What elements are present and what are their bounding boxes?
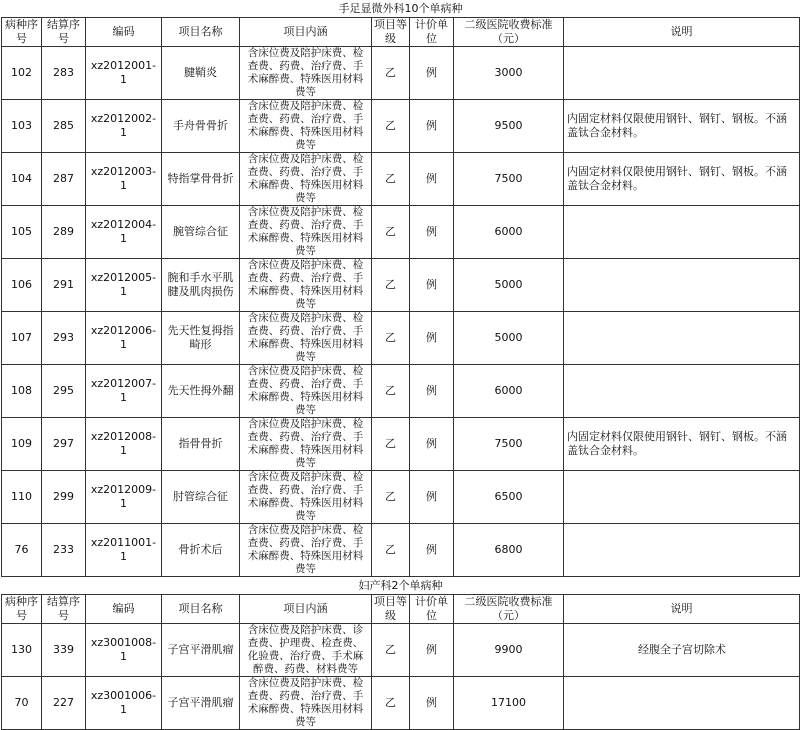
cell-item-name: 先天性拇外翻 bbox=[162, 365, 240, 418]
cell-item-name: 子宫平滑肌瘤 bbox=[162, 677, 240, 730]
cell-item-content: 含床位费及陪护床费、检查费、药费、治疗费、手术麻醉费、特殊医用材料费等 bbox=[240, 153, 372, 206]
cell-settle-no: 297 bbox=[42, 418, 86, 471]
cell-fee: 5000 bbox=[454, 259, 564, 312]
header-unit: 计价单位 bbox=[410, 18, 454, 47]
table-row bbox=[2, 677, 800, 730]
cell-item-grade: 乙 bbox=[372, 471, 410, 524]
cell-item-name: 特指掌骨骨折 bbox=[162, 153, 240, 206]
header-fee: 二级医院收费标准（元） bbox=[454, 18, 564, 47]
cell-code: xz2012002-1 bbox=[86, 100, 162, 153]
cell-fee: 6500 bbox=[454, 471, 564, 524]
cell-note bbox=[564, 259, 800, 312]
cell-disease-no: 105 bbox=[2, 206, 42, 259]
header-disease-no: 病种序号 bbox=[2, 18, 42, 47]
cell-unit: 例 bbox=[410, 153, 454, 206]
cell-disease-no: 76 bbox=[2, 524, 42, 577]
cell-disease-no: 108 bbox=[2, 365, 42, 418]
cell-note: 内固定材料仅限使用钢针、钢钉、钢板。不涵盖钛合金材料。 bbox=[564, 153, 800, 206]
cell-code: xz2012008-1 bbox=[86, 418, 162, 471]
cell-code: xz2012007-1 bbox=[86, 365, 162, 418]
cell-code: xz2011001-1 bbox=[86, 524, 162, 577]
cell-unit: 例 bbox=[410, 47, 454, 100]
cell-item-content: 含床位费及陪护床费、检查费、药费、治疗费、手术麻醉费、特殊医用材料费等 bbox=[240, 259, 372, 312]
cell-item-content: 含床位费及陪护床费、诊查费、护理费、检查费、化验费、治疗费、手术麻醉费、药费、材料费等 bbox=[240, 624, 372, 677]
cell-settle-no: 287 bbox=[42, 153, 86, 206]
cell-disease-no: 130 bbox=[2, 624, 42, 677]
cell-item-name: 子宫平滑肌瘤 bbox=[162, 624, 240, 677]
table-row bbox=[2, 259, 800, 312]
cell-note bbox=[564, 365, 800, 418]
cell-disease-no: 104 bbox=[2, 153, 42, 206]
table-row bbox=[2, 206, 800, 259]
cell-disease-no: 110 bbox=[2, 471, 42, 524]
cell-item-content: 含床位费及陪护床费、检查费、药费、治疗费、手术麻醉费、特殊医用材料费等 bbox=[240, 365, 372, 418]
header-unit: 计价单位 bbox=[410, 595, 454, 624]
cell-fee: 6000 bbox=[454, 365, 564, 418]
section2-header-row bbox=[2, 595, 800, 624]
cell-note bbox=[564, 677, 800, 730]
cell-fee: 9500 bbox=[454, 100, 564, 153]
cell-note bbox=[564, 206, 800, 259]
cell-unit: 例 bbox=[410, 100, 454, 153]
cell-item-grade: 乙 bbox=[372, 418, 410, 471]
cell-code: xz2012001-1 bbox=[86, 47, 162, 100]
cell-item-grade: 乙 bbox=[372, 259, 410, 312]
cell-item-name: 指骨骨折 bbox=[162, 418, 240, 471]
table-row bbox=[2, 47, 800, 100]
cell-note bbox=[564, 524, 800, 577]
cell-settle-no: 295 bbox=[42, 365, 86, 418]
cell-item-grade: 乙 bbox=[372, 100, 410, 153]
table-row bbox=[2, 312, 800, 365]
header-item-name: 项目名称 bbox=[162, 18, 240, 47]
cell-settle-no: 285 bbox=[42, 100, 86, 153]
cell-unit: 例 bbox=[410, 206, 454, 259]
cell-disease-no: 106 bbox=[2, 259, 42, 312]
table-row bbox=[2, 524, 800, 577]
cell-item-grade: 乙 bbox=[372, 312, 410, 365]
cell-item-content: 含床位费及陪护床费、检查费、药费、治疗费、手术麻醉费、特殊医用材料费等 bbox=[240, 677, 372, 730]
cell-fee: 6800 bbox=[454, 524, 564, 577]
cell-unit: 例 bbox=[410, 677, 454, 730]
header-item-grade: 项目等级 bbox=[372, 595, 410, 624]
section1-header-row bbox=[2, 18, 800, 47]
header-note: 说明 bbox=[564, 18, 800, 47]
cell-item-grade: 乙 bbox=[372, 524, 410, 577]
cell-item-grade: 乙 bbox=[372, 365, 410, 418]
cell-settle-no: 283 bbox=[42, 47, 86, 100]
cell-unit: 例 bbox=[410, 524, 454, 577]
cell-code: xz2012003-1 bbox=[86, 153, 162, 206]
cell-unit: 例 bbox=[410, 259, 454, 312]
cell-item-name: 手舟骨骨折 bbox=[162, 100, 240, 153]
cell-unit: 例 bbox=[410, 471, 454, 524]
section2-title: 妇产科2个单病种 bbox=[2, 577, 800, 595]
table-row bbox=[2, 100, 800, 153]
cell-unit: 例 bbox=[410, 312, 454, 365]
header-item-content: 项目内涵 bbox=[240, 18, 372, 47]
cell-item-content: 含床位费及陪护床费、检查费、药费、治疗费、手术麻醉费、特殊医用材料费等 bbox=[240, 47, 372, 100]
header-fee: 二级医院收费标准（元） bbox=[454, 595, 564, 624]
section2-body bbox=[2, 577, 800, 730]
cell-fee: 9900 bbox=[454, 624, 564, 677]
cell-code: xz2012005-1 bbox=[86, 259, 162, 312]
cell-item-name: 腕和手水平肌腱及肌肉损伤 bbox=[162, 259, 240, 312]
header-item-grade: 项目等级 bbox=[372, 18, 410, 47]
cell-fee: 3000 bbox=[454, 47, 564, 100]
cell-fee: 6000 bbox=[454, 206, 564, 259]
section1-body bbox=[2, 0, 800, 577]
cell-item-grade: 乙 bbox=[372, 624, 410, 677]
header-settle-no: 结算序号 bbox=[42, 18, 86, 47]
cell-item-content: 含床位费及陪护床费、检查费、药费、治疗费、手术麻醉费、特殊医用材料费等 bbox=[240, 206, 372, 259]
cell-item-content: 含床位费及陪护床费、检查费、药费、治疗费、手术麻醉费、特殊医用材料费等 bbox=[240, 471, 372, 524]
cell-item-name: 腕管综合征 bbox=[162, 206, 240, 259]
header-code: 编码 bbox=[86, 18, 162, 47]
fee-table bbox=[1, 0, 800, 730]
cell-item-content: 含床位费及陪护床费、检查费、药费、治疗费、手术麻醉费、特殊医用材料费等 bbox=[240, 524, 372, 577]
cell-fee: 5000 bbox=[454, 312, 564, 365]
cell-settle-no: 227 bbox=[42, 677, 86, 730]
cell-code: xz2012006-1 bbox=[86, 312, 162, 365]
header-item-content: 项目内涵 bbox=[240, 595, 372, 624]
cell-settle-no: 289 bbox=[42, 206, 86, 259]
header-item-name: 项目名称 bbox=[162, 595, 240, 624]
cell-item-name: 先天性复拇指畸形 bbox=[162, 312, 240, 365]
cell-item-grade: 乙 bbox=[372, 677, 410, 730]
table-row bbox=[2, 153, 800, 206]
cell-disease-no: 107 bbox=[2, 312, 42, 365]
cell-settle-no: 299 bbox=[42, 471, 86, 524]
header-disease-no: 病种序号 bbox=[2, 595, 42, 624]
table-row bbox=[2, 471, 800, 524]
cell-disease-no: 103 bbox=[2, 100, 42, 153]
table-row bbox=[2, 624, 800, 677]
cell-note: 内固定材料仅限使用钢针、钢钉、钢板。不涵盖钛合金材料。 bbox=[564, 100, 800, 153]
cell-disease-no: 70 bbox=[2, 677, 42, 730]
header-code: 编码 bbox=[86, 595, 162, 624]
cell-item-grade: 乙 bbox=[372, 206, 410, 259]
cell-code: xz2012004-1 bbox=[86, 206, 162, 259]
cell-fee: 7500 bbox=[454, 418, 564, 471]
cell-settle-no: 291 bbox=[42, 259, 86, 312]
cell-unit: 例 bbox=[410, 365, 454, 418]
cell-settle-no: 293 bbox=[42, 312, 86, 365]
header-note: 说明 bbox=[564, 595, 800, 624]
cell-note bbox=[564, 471, 800, 524]
cell-note: 内固定材料仅限使用钢针、钢钉、钢板。不涵盖钛合金材料。 bbox=[564, 418, 800, 471]
cell-note: 经腹全子宫切除术 bbox=[564, 624, 800, 677]
cell-unit: 例 bbox=[410, 624, 454, 677]
cell-item-content: 含床位费及陪护床费、检查费、药费、治疗费、手术麻醉费、特殊医用材料费等 bbox=[240, 312, 372, 365]
cell-item-content: 含床位费及陪护床费、检查费、药费、治疗费、手术麻醉费、特殊医用材料费等 bbox=[240, 418, 372, 471]
cell-item-grade: 乙 bbox=[372, 47, 410, 100]
cell-item-content: 含床位费及陪护床费、检查费、药费、治疗费、手术麻醉费、特殊医用材料费等 bbox=[240, 100, 372, 153]
cell-settle-no: 233 bbox=[42, 524, 86, 577]
cell-note bbox=[564, 312, 800, 365]
cell-disease-no: 109 bbox=[2, 418, 42, 471]
cell-unit: 例 bbox=[410, 418, 454, 471]
cell-code: xz3001008-1 bbox=[86, 624, 162, 677]
cell-note bbox=[564, 47, 800, 100]
table-row bbox=[2, 365, 800, 418]
cell-fee: 17100 bbox=[454, 677, 564, 730]
cell-item-grade: 乙 bbox=[372, 153, 410, 206]
table-row bbox=[2, 418, 800, 471]
cell-settle-no: 339 bbox=[42, 624, 86, 677]
cell-item-name: 骨折术后 bbox=[162, 524, 240, 577]
cell-code: xz2012009-1 bbox=[86, 471, 162, 524]
section1-title: 手足显微外科10个单病种 bbox=[2, 0, 800, 18]
cell-fee: 7500 bbox=[454, 153, 564, 206]
header-settle-no: 结算序号 bbox=[42, 595, 86, 624]
cell-item-name: 肘管综合征 bbox=[162, 471, 240, 524]
cell-code: xz3001006-1 bbox=[86, 677, 162, 730]
cell-disease-no: 102 bbox=[2, 47, 42, 100]
cell-item-name: 腱鞘炎 bbox=[162, 47, 240, 100]
